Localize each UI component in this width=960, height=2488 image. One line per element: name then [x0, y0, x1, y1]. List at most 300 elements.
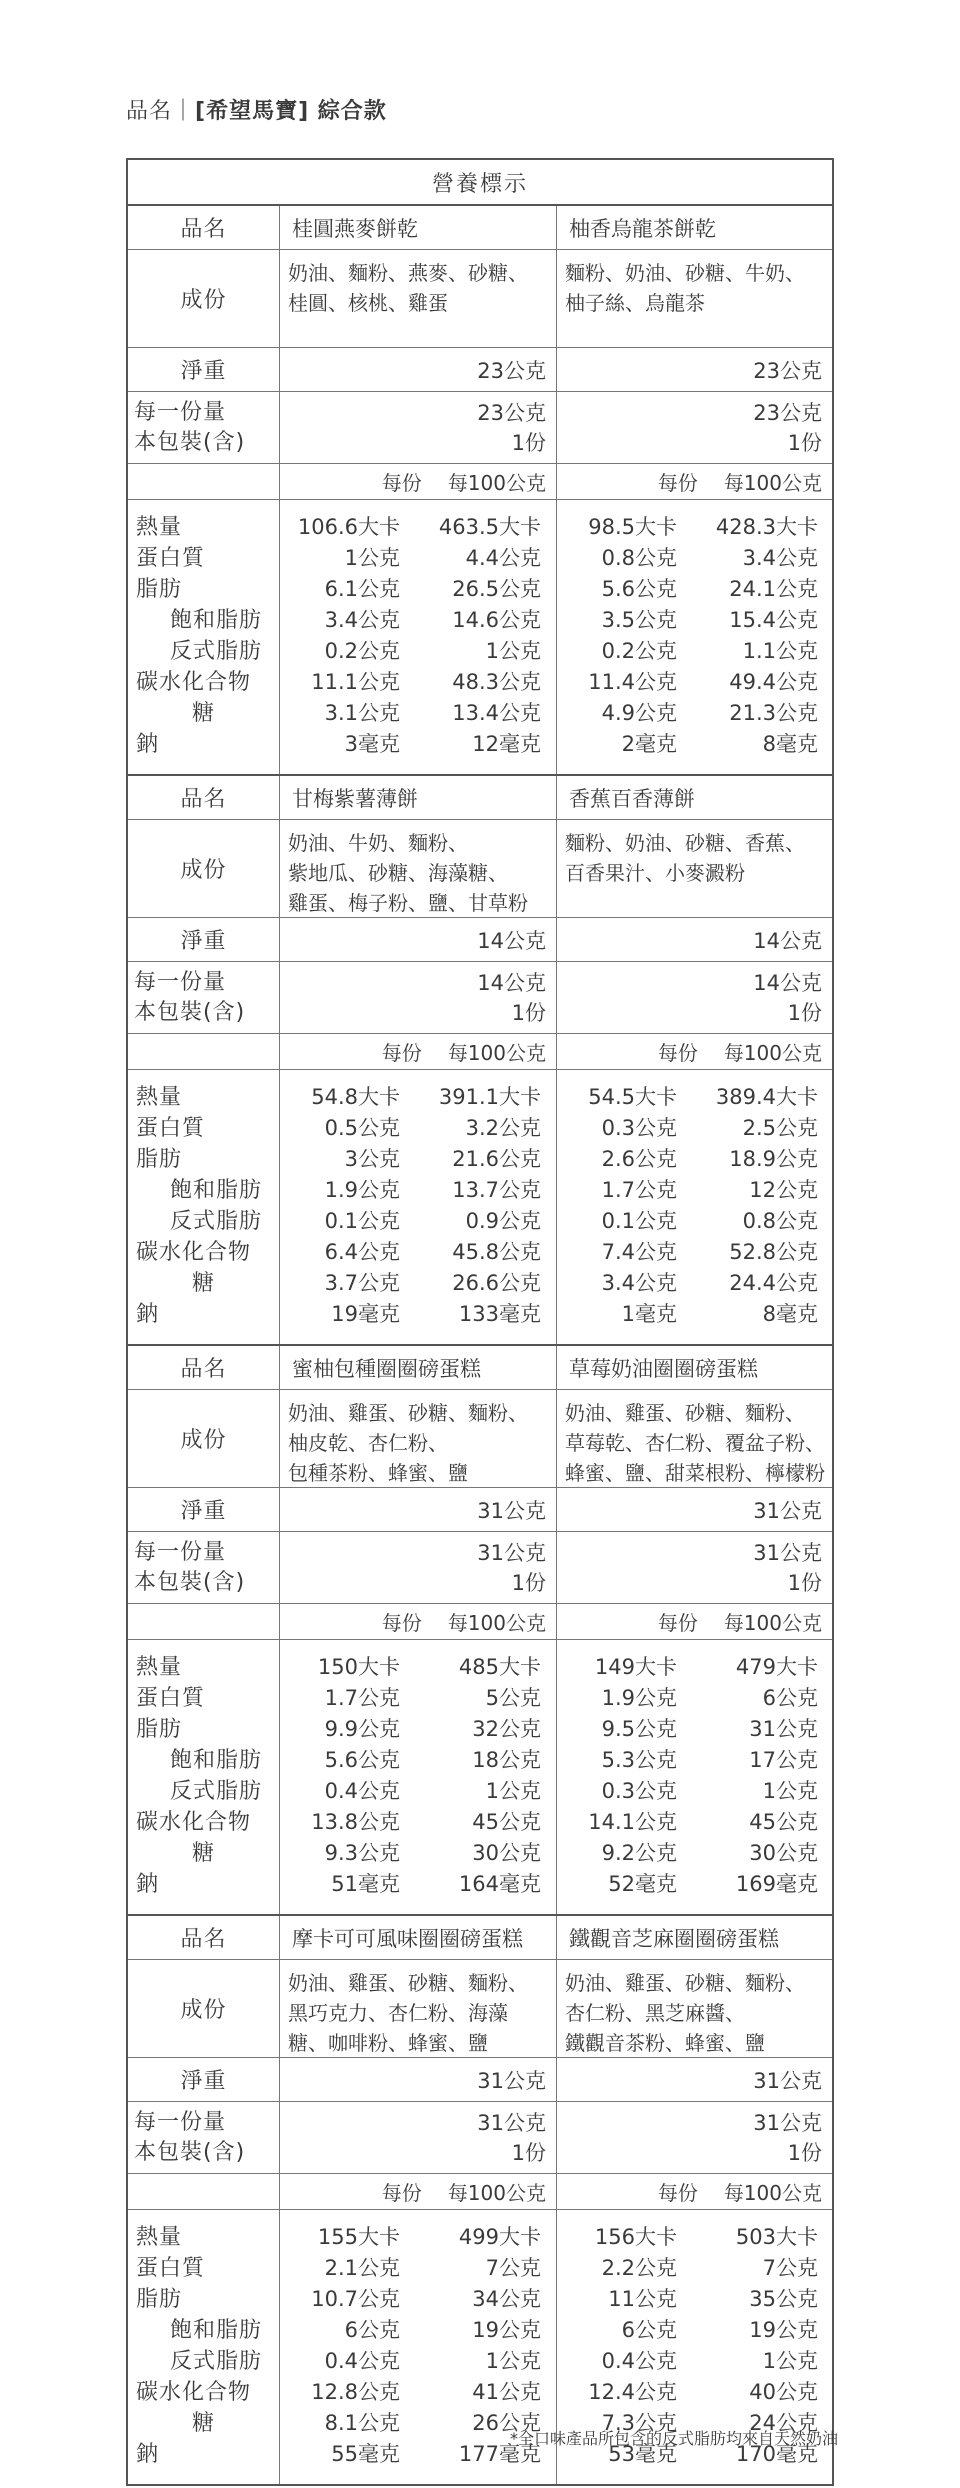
per-serving-value: 13.8公克 [311, 1810, 400, 1834]
serving-size-label: 每一份量 [134, 969, 227, 995]
per-serving-value: 0.2公克 [601, 639, 677, 663]
nutrient-values [557, 1070, 832, 1344]
nutrient-label-trans-fat: 反式脂肪 [170, 639, 263, 664]
per-100g-value: 485大卡 [458, 1655, 541, 1679]
per-100g-value: 5公克 [485, 1686, 541, 1710]
nutrient-label-sugar: 糖 [192, 1841, 216, 1866]
nutrient-label-energy: 熱量 [136, 515, 183, 540]
name-label: 品名 [128, 1346, 280, 1389]
serving-cell [557, 392, 832, 463]
per-100g-value: 45.8公克 [452, 1240, 541, 1264]
per-100g-value: 52.8公克 [729, 1240, 818, 1264]
per-serving-value: 0.4公克 [601, 2349, 677, 2373]
nutrient-label-sodium: 鈉 [136, 1872, 160, 1897]
per-100g-value: 30公克 [749, 1841, 818, 1865]
nutrient-label-sodium: 鈉 [136, 2442, 160, 2467]
per-serving-value: 3公克 [344, 1147, 400, 1171]
net-weight-value: 31公克 [753, 1498, 822, 1523]
per-100g-value: 24公克 [749, 2411, 818, 2435]
servings-count-value: 1份 [511, 430, 546, 455]
ingredients-cell [557, 250, 832, 347]
per-100g-value: 1公克 [485, 2349, 541, 2373]
ingredients-line: 杏仁粉、黑芝麻醬、 [565, 2001, 745, 2025]
serving-row [128, 1532, 832, 1604]
nutrient-line-carbohydrate [280, 1237, 556, 1268]
per-serving-value: 150大卡 [317, 1655, 400, 1679]
per-100g-header: 每100公克 [447, 2181, 546, 2205]
nutrient-label-trans-fat: 反式脂肪 [170, 1779, 263, 1804]
per-100g-header: 每100公克 [723, 1041, 822, 1065]
product-set-name: [希望馬寶] 綜合款 [195, 99, 387, 124]
per-serving-value: 0.5公克 [324, 1116, 400, 1140]
per-100g-value: 15.4公克 [729, 608, 818, 632]
per-100g-value: 177毫克 [458, 2442, 541, 2466]
product-name: 摩卡可可風味圈圈磅蛋糕 [280, 1916, 557, 1959]
nutrient-label-fat: 脂肪 [136, 577, 183, 602]
per-100g-value: 7公克 [762, 2256, 818, 2280]
per-100g-value: 164毫克 [458, 1872, 541, 1896]
nutrient-label-saturated-fat: 飽和脂肪 [170, 608, 263, 633]
nutrient-line-protein [280, 2253, 556, 2284]
serving-size-label: 每一份量 [134, 1539, 227, 1565]
nutrient-line-energy [557, 2222, 832, 2253]
nutrient-line-carbohydrate [280, 667, 556, 698]
product-name: 草莓奶油圈圈磅蛋糕 [569, 1356, 758, 1381]
per-serving-header: 每份 [657, 1041, 698, 1065]
nutrient-line-saturated-fat [280, 1175, 556, 1206]
per-100g-value: 12毫克 [472, 732, 541, 756]
column-header-blank [128, 1034, 280, 1069]
per-100g-value: 1公克 [762, 1779, 818, 1803]
product-name: 柚香烏龍茶餅乾 [569, 216, 716, 241]
ingredients-row [128, 250, 832, 348]
per-serving-value: 12.4公克 [588, 2380, 677, 2404]
column-header [557, 1604, 832, 1639]
per-serving-value: 3.1公克 [324, 701, 400, 725]
nutrient-line-saturated-fat [280, 1745, 556, 1776]
nutrient-line-fat [557, 2284, 832, 2315]
nutrient-label-carbohydrate: 碳水化合物 [136, 1810, 252, 1835]
per-100g-value: 169毫克 [735, 1872, 818, 1896]
per-serving-value: 1.7公克 [601, 1178, 677, 1202]
per-serving-value: 51毫克 [331, 1872, 400, 1896]
servings-count-value: 1份 [787, 1570, 822, 1595]
nutrient-line-fat [557, 574, 832, 605]
net-weight-value: 31公克 [280, 1488, 557, 1531]
per-100g-value: 8毫克 [762, 1302, 818, 1326]
per-serving-value: 4.9公克 [601, 701, 677, 725]
ingredients-row [128, 1960, 832, 2058]
per-serving-value: 6.4公克 [324, 1240, 400, 1264]
nutrient-labels [128, 1640, 280, 1914]
per-serving-value: 1公克 [344, 546, 400, 570]
nutrient-line-trans-fat [557, 1776, 832, 1807]
serving-size-value: 23公克 [753, 400, 822, 425]
per-serving-value: 11.1公克 [311, 670, 400, 694]
per-serving-value: 9.2公克 [601, 1841, 677, 1865]
nutrient-label-protein: 蛋白質 [136, 2256, 206, 2281]
ingredients-line: 奶油、雞蛋、砂糖、麵粉、 [565, 1401, 805, 1425]
net-weight-row [128, 1488, 832, 1532]
nutrient-line-protein [557, 2253, 832, 2284]
serving-size-value: 31公克 [753, 2110, 822, 2135]
nutrient-label-sodium: 鈉 [136, 1302, 160, 1327]
servings-count-value: 1份 [787, 430, 822, 455]
per-serving-value: 55毫克 [331, 2442, 400, 2466]
per-100g-value: 2.5公克 [742, 1116, 818, 1140]
servings-per-pack-label: 本包裝(含) [134, 2139, 246, 2165]
name-label: 品名 [128, 1916, 280, 1959]
per-100g-value: 13.4公克 [452, 701, 541, 725]
table-title: 營養標示 [128, 160, 832, 206]
serving-row [128, 962, 832, 1034]
name-row [128, 1916, 832, 1960]
servings-count-value: 1份 [787, 2140, 822, 2165]
per-100g-value: 8毫克 [762, 732, 818, 756]
per-100g-header: 每100公克 [447, 471, 546, 495]
nutrient-line-energy [557, 512, 832, 543]
per-100g-value: 45公克 [749, 1810, 818, 1834]
per-100g-value: 389.4大卡 [715, 1085, 818, 1109]
per-100g-value: 32公克 [472, 1717, 541, 1741]
per-100g-value: 503大卡 [735, 2225, 818, 2249]
per-serving-value: 3.4公克 [324, 608, 400, 632]
per-100g-value: 428.3大卡 [715, 515, 818, 539]
per-serving-value: 8.1公克 [324, 2411, 400, 2435]
per-serving-header: 每份 [381, 1611, 422, 1635]
per-serving-header: 每份 [657, 2181, 698, 2205]
column-header-row [128, 2174, 832, 2210]
per-serving-value: 3.5公克 [601, 608, 677, 632]
per-100g-value: 41公克 [472, 2380, 541, 2404]
ingredients-cell [280, 250, 557, 347]
net-weight-value: 14公克 [280, 918, 557, 961]
per-100g-value: 4.4公克 [465, 546, 541, 570]
per-100g-value: 34公克 [472, 2287, 541, 2311]
nutrient-label-protein: 蛋白質 [136, 546, 206, 571]
nutrient-line-trans-fat [557, 1206, 832, 1237]
nutrient-line-trans-fat [280, 1776, 556, 1807]
nutrient-line-protein [557, 543, 832, 574]
nutrient-label-fat: 脂肪 [136, 1717, 183, 1742]
nutrient-line-protein [280, 1683, 556, 1714]
nutrient-label-energy: 熱量 [136, 1655, 183, 1680]
nutrient-line-fat [280, 1144, 556, 1175]
ingredients-line: 奶油、牛奶、麵粉、 [288, 831, 468, 855]
per-100g-value: 21.3公克 [729, 701, 818, 725]
ingredients-line: 鐵觀音茶粉、蜂蜜、鹽 [565, 2031, 765, 2055]
net-weight-value: 31公克 [280, 2058, 557, 2101]
nutrient-line-fat [280, 2284, 556, 2315]
ingredients-line: 奶油、麵粉、燕麥、砂糖、 [288, 261, 528, 285]
name-label: 品名 [128, 206, 280, 249]
per-serving-value: 2.2公克 [601, 2256, 677, 2280]
nutrient-line-sodium [557, 1869, 832, 1900]
nutrient-line-saturated-fat [557, 605, 832, 636]
per-100g-value: 463.5大卡 [438, 515, 541, 539]
per-serving-value: 7.3公克 [601, 2411, 677, 2435]
ingredients-cell [557, 1390, 832, 1487]
per-serving-value: 10.7公克 [311, 2287, 400, 2311]
per-serving-value: 5.6公克 [324, 1748, 400, 1772]
nutrient-values [280, 1070, 557, 1344]
nutrient-label-protein: 蛋白質 [136, 1116, 206, 1141]
nutrient-line-energy [280, 1652, 556, 1683]
nutrient-line-trans-fat [280, 636, 556, 667]
ingredients-cell [280, 820, 557, 917]
name-row [128, 1346, 832, 1390]
column-header-blank [128, 1604, 280, 1639]
serving-row [128, 2102, 832, 2174]
ingredients-line: 蜂蜜、鹽、甜菜根粉、檸檬粉 [565, 1461, 825, 1485]
servings-count-value: 1份 [511, 1570, 546, 1595]
product-name: 蜜柚包種圈圈磅蛋糕 [280, 1346, 557, 1389]
servings-per-pack-label: 本包裝(含) [134, 1569, 246, 1595]
column-header [557, 2174, 832, 2209]
column-header [557, 464, 832, 499]
per-serving-value: 156大卡 [594, 2225, 677, 2249]
nutrient-line-fat [557, 1714, 832, 1745]
nutrient-labels [128, 500, 280, 774]
nutrient-line-saturated-fat [280, 605, 556, 636]
serving-label [128, 392, 280, 463]
nutrient-values [557, 1640, 832, 1914]
serving-cell [280, 1532, 557, 1603]
nutrient-line-sugar [557, 1838, 832, 1869]
per-serving-value: 5.3公克 [601, 1748, 677, 1772]
per-serving-header: 每份 [657, 1611, 698, 1635]
product-name: 桂圓燕麥餅乾 [280, 206, 557, 249]
per-serving-value: 14.1公克 [588, 1810, 677, 1834]
per-100g-value: 133毫克 [458, 1302, 541, 1326]
serving-row [128, 392, 832, 464]
ingredients-line: 包種茶粉、蜂蜜、鹽 [288, 1461, 468, 1485]
per-100g-value: 24.1公克 [729, 577, 818, 601]
per-serving-value: 0.1公克 [324, 1209, 400, 1233]
serving-size-value: 14公克 [477, 970, 546, 995]
ingredients-line: 柚皮乾、杏仁粉、 [288, 1431, 448, 1455]
per-100g-value: 1公克 [762, 2349, 818, 2373]
per-serving-value: 3.4公克 [601, 1271, 677, 1295]
nutrient-line-protein [280, 543, 556, 574]
per-serving-header: 每份 [381, 471, 422, 495]
servings-count-value: 1份 [511, 1000, 546, 1025]
nutrient-line-sugar [280, 698, 556, 729]
ingredients-line: 奶油、雞蛋、砂糖、麵粉、 [288, 1971, 528, 1995]
ingredients-row [128, 820, 832, 918]
per-100g-value: 40公克 [749, 2380, 818, 2404]
column-header [557, 1034, 832, 1069]
column-header-blank [128, 464, 280, 499]
per-serving-value: 98.5大卡 [588, 515, 677, 539]
nutrient-label-saturated-fat: 飽和脂肪 [170, 1178, 263, 1203]
per-serving-value: 19毫克 [331, 1302, 400, 1326]
nutrient-line-sugar [280, 1838, 556, 1869]
per-100g-header: 每100公克 [447, 1041, 546, 1065]
nutrient-label-saturated-fat: 飽和脂肪 [170, 1748, 263, 1773]
nutrient-line-fat [280, 1714, 556, 1745]
net-weight-row [128, 2058, 832, 2102]
nutrient-line-trans-fat [557, 2346, 832, 2377]
net-weight-value: 31公克 [753, 2068, 822, 2093]
per-100g-value: 26公克 [472, 2411, 541, 2435]
nutrient-line-sodium [557, 1299, 832, 1330]
nutrient-line-energy [280, 512, 556, 543]
per-serving-value: 11公克 [608, 2287, 677, 2311]
column-header-row [128, 1034, 832, 1070]
nutrient-label-fat: 脂肪 [136, 2287, 183, 2312]
per-serving-value: 9.9公克 [324, 1717, 400, 1741]
ingredients-label: 成份 [128, 250, 280, 347]
per-serving-value: 7.4公克 [601, 1240, 677, 1264]
ingredients-cell [280, 1390, 557, 1487]
per-100g-value: 1公克 [485, 639, 541, 663]
per-serving-value: 2.1公克 [324, 2256, 400, 2280]
per-100g-value: 499大卡 [458, 2225, 541, 2249]
per-serving-value: 2.6公克 [601, 1147, 677, 1171]
per-100g-value: 14.6公克 [452, 608, 541, 632]
per-100g-value: 0.9公克 [465, 1209, 541, 1233]
ingredients-line: 草莓乾、杏仁粉、覆盆子粉、 [565, 1431, 825, 1455]
nutrient-line-energy [557, 1082, 832, 1113]
page-title [126, 94, 387, 125]
ingredients-cell [557, 1960, 832, 2057]
per-100g-value: 19公克 [749, 2318, 818, 2342]
per-serving-value: 54.8大卡 [311, 1085, 400, 1109]
nutrient-line-saturated-fat [557, 1175, 832, 1206]
per-serving-value: 0.2公克 [324, 639, 400, 663]
nutrient-label-trans-fat: 反式脂肪 [170, 2349, 263, 2374]
nutrient-label-protein: 蛋白質 [136, 1686, 206, 1711]
per-serving-value: 5.6公克 [601, 577, 677, 601]
serving-cell [280, 962, 557, 1033]
column-header [280, 464, 557, 499]
nutrient-label-carbohydrate: 碳水化合物 [136, 1240, 252, 1265]
nutrient-line-energy [557, 1652, 832, 1683]
per-serving-value: 0.1公克 [601, 1209, 677, 1233]
per-100g-value: 391.1大卡 [438, 1085, 541, 1109]
ingredients-line: 奶油、雞蛋、砂糖、麵粉、 [288, 1401, 528, 1425]
serving-cell [557, 1532, 832, 1603]
nutrient-label-saturated-fat: 飽和脂肪 [170, 2318, 263, 2343]
product-name: 香蕉百香薄餅 [569, 786, 695, 811]
serving-label [128, 962, 280, 1033]
per-100g-value: 12公克 [749, 1178, 818, 1202]
per-100g-value: 1.1公克 [742, 639, 818, 663]
nutrient-labels [128, 1070, 280, 1344]
per-serving-value: 6公克 [344, 2318, 400, 2342]
per-serving-value: 149大卡 [594, 1655, 677, 1679]
net-weight-row [128, 348, 832, 392]
per-serving-value: 54.5大卡 [588, 1085, 677, 1109]
per-100g-value: 26.6公克 [452, 1271, 541, 1295]
ingredients-cell [280, 1960, 557, 2057]
ingredients-line: 黑巧克力、杏仁粉、海藻 [288, 2001, 508, 2025]
nutrient-line-fat [280, 574, 556, 605]
per-100g-value: 6公克 [762, 1686, 818, 1710]
nutrient-label-sugar: 糖 [192, 1271, 216, 1296]
product-section [128, 1346, 832, 1916]
column-header-row [128, 464, 832, 500]
serving-size-value: 14公克 [753, 970, 822, 995]
title-prefix: 品名｜ [126, 99, 196, 124]
nutrient-label-trans-fat: 反式脂肪 [170, 1209, 263, 1234]
per-serving-value: 0.4公克 [324, 2349, 400, 2373]
nutrient-line-fat [557, 1144, 832, 1175]
ingredients-line: 糖、咖啡粉、蜂蜜、鹽 [288, 2031, 488, 2055]
per-serving-value: 0.4公克 [324, 1779, 400, 1803]
per-serving-value: 11.4公克 [588, 670, 677, 694]
per-serving-value: 3毫克 [344, 732, 400, 756]
column-header [280, 1604, 557, 1639]
per-serving-value: 2毫克 [621, 732, 677, 756]
per-100g-value: 26.5公克 [452, 577, 541, 601]
nutrient-values [280, 1640, 557, 1914]
nutrient-line-sugar [557, 698, 832, 729]
per-serving-value: 155大卡 [317, 2225, 400, 2249]
name-label: 品名 [128, 776, 280, 819]
nutrient-line-protein [280, 1113, 556, 1144]
per-serving-value: 106.6大卡 [297, 515, 400, 539]
serving-size-value: 31公克 [477, 2110, 546, 2135]
ingredients-line: 奶油、雞蛋、砂糖、麵粉、 [565, 1971, 805, 1995]
per-100g-value: 21.6公克 [452, 1147, 541, 1171]
footnote: *全口味產品所包含的反式脂肪均來自天然奶油 [509, 2429, 838, 2448]
nutrient-label-carbohydrate: 碳水化合物 [136, 670, 252, 695]
per-100g-value: 7公克 [485, 2256, 541, 2280]
serving-size-label: 每一份量 [134, 399, 227, 425]
nutrient-line-protein [557, 1113, 832, 1144]
per-100g-value: 18.9公克 [729, 1147, 818, 1171]
column-header-row [128, 1604, 832, 1640]
per-serving-value: 6公克 [621, 2318, 677, 2342]
per-serving-value: 1.7公克 [324, 1686, 400, 1710]
nutrients-row [128, 500, 832, 774]
ingredients-cell [557, 820, 832, 917]
per-100g-value: 19公克 [472, 2318, 541, 2342]
net-weight-label: 淨重 [128, 918, 280, 961]
serving-label [128, 2102, 280, 2173]
serving-size-value: 31公克 [753, 1540, 822, 1565]
per-serving-value: 52毫克 [608, 1872, 677, 1896]
nutrient-line-sugar [557, 1268, 832, 1299]
per-100g-value: 1公克 [485, 1779, 541, 1803]
serving-size-value: 23公克 [477, 400, 546, 425]
product-section [128, 1916, 832, 2484]
nutrient-label-fat: 脂肪 [136, 1147, 183, 1172]
servings-per-pack-label: 本包裝(含) [134, 999, 246, 1025]
nutrient-labels [128, 2210, 280, 2484]
ingredients-label: 成份 [128, 820, 280, 917]
nutrient-line-carbohydrate [557, 1237, 832, 1268]
per-serving-header: 每份 [657, 471, 698, 495]
nutrient-label-sugar: 糖 [192, 701, 216, 726]
serving-size-label: 每一份量 [134, 2109, 227, 2135]
per-100g-value: 17公克 [749, 1748, 818, 1772]
ingredients-line: 桂圓、核桃、雞蛋 [288, 291, 448, 315]
nutrient-label-sodium: 鈉 [136, 732, 160, 757]
nutrient-values [557, 500, 832, 774]
nutrient-line-carbohydrate [280, 2377, 556, 2408]
nutrient-line-saturated-fat [557, 1745, 832, 1776]
nutrient-label-energy: 熱量 [136, 2225, 183, 2250]
nutrient-line-sugar [280, 1268, 556, 1299]
per-serving-value: 3.7公克 [324, 1271, 400, 1295]
servings-count-value: 1份 [511, 2140, 546, 2165]
nutrient-label-sugar: 糖 [192, 2411, 216, 2436]
per-100g-value: 45公克 [472, 1810, 541, 1834]
nutrient-line-energy [280, 2222, 556, 2253]
